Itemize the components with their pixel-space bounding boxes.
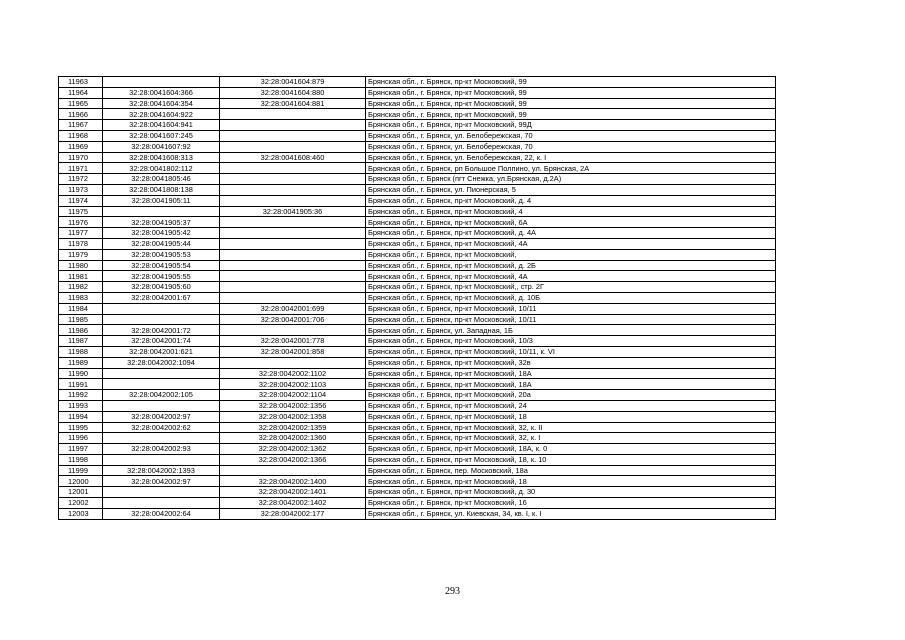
parcel-number-cell: 32:28:0041905:11 xyxy=(103,195,220,206)
parcel-number-cell: 32:28:0042002:93 xyxy=(103,444,220,455)
row-number-cell: 11991 xyxy=(59,379,103,390)
row-number-cell: 11977 xyxy=(59,228,103,239)
row-number-cell: 11965 xyxy=(59,98,103,109)
building-number-cell xyxy=(220,357,366,368)
row-number-cell: 12001 xyxy=(59,487,103,498)
address-cell: Брянская обл., г. Брянск, ул. Белобережская, 70 xyxy=(366,130,776,141)
address-cell: Брянская обл., г. Брянск, пр-кт Московский, 10/11 xyxy=(366,303,776,314)
row-number-cell: 11969 xyxy=(59,141,103,152)
parcel-number-cell: 32:28:0042001:72 xyxy=(103,325,220,336)
row-number-cell: 11982 xyxy=(59,282,103,293)
row-number-cell: 11988 xyxy=(59,346,103,357)
parcel-number-cell: 32:28:0042001:621 xyxy=(103,346,220,357)
table-row xyxy=(59,120,776,131)
parcel-number-cell: 32:28:0041607:92 xyxy=(103,141,220,152)
address-cell: Брянская обл., г. Брянск, пр-кт Московский, 32в xyxy=(366,357,776,368)
building-number-cell: 32:28:0042002:1362 xyxy=(220,444,366,455)
table-row xyxy=(59,400,776,411)
parcel-number-cell: 32:28:0041808:138 xyxy=(103,184,220,195)
address-cell: Брянская обл., г. Брянск, пр-кт Московский, д. 4А xyxy=(366,228,776,239)
row-number-cell: 11970 xyxy=(59,152,103,163)
parcel-number-cell xyxy=(103,314,220,325)
row-number-cell: 11990 xyxy=(59,368,103,379)
page-number: 293 xyxy=(445,586,460,597)
parcel-number-cell: 32:28:0041905:42 xyxy=(103,228,220,239)
parcel-number-cell: 32:28:0041604:366 xyxy=(103,87,220,98)
row-number-cell: 11994 xyxy=(59,411,103,422)
address-cell: Брянская обл., г. Брянск, ул. Белобережская, 22, к. I xyxy=(366,152,776,163)
address-cell: Брянская обл., г. Брянск, пр-кт Московский, 10/11 xyxy=(366,314,776,325)
table-row xyxy=(59,346,776,357)
parcel-number-cell: 32:28:0041604:941 xyxy=(103,120,220,131)
address-cell: Брянская обл., г. Брянск, пр-кт Московский, 16 xyxy=(366,498,776,509)
row-number-cell: 11974 xyxy=(59,195,103,206)
parcel-number-cell: 32:28:0041802:112 xyxy=(103,163,220,174)
parcel-number-cell: 32:28:0041905:37 xyxy=(103,217,220,228)
address-cell: Брянская обл., г. Брянск, пр-кт Московский, 99Д xyxy=(366,120,776,131)
address-cell: Брянская обл., г. Брянск, ул. Пионерская, 5 xyxy=(366,184,776,195)
table-row xyxy=(59,163,776,174)
building-number-cell: 32:28:0042002:1103 xyxy=(220,379,366,390)
address-cell: Брянская обл., г. Брянск, рп Большое Полпино, ул. Брянская, 2А xyxy=(366,163,776,174)
building-number-cell: 32:28:0042002:177 xyxy=(220,508,366,519)
parcel-number-cell: 32:28:0042001:67 xyxy=(103,292,220,303)
row-number-cell: 11964 xyxy=(59,87,103,98)
address-cell: Брянская обл., г. Брянск, пр-кт Московский, д. 30 xyxy=(366,487,776,498)
building-number-cell xyxy=(220,228,366,239)
table-row xyxy=(59,303,776,314)
table-row xyxy=(59,195,776,206)
table-body xyxy=(59,77,776,520)
table-row xyxy=(59,228,776,239)
parcel-number-cell xyxy=(103,368,220,379)
address-cell: Брянская обл., г. Брянск, пр-кт Московский, 99 xyxy=(366,87,776,98)
address-cell: Брянская обл., г. Брянск, пр-кт Московский, 99 xyxy=(366,98,776,109)
row-number-cell: 11998 xyxy=(59,454,103,465)
table-row xyxy=(59,130,776,141)
row-number-cell: 11983 xyxy=(59,292,103,303)
address-cell: Брянская обл., г. Брянск, пр-кт Московский, xyxy=(366,249,776,260)
table-row xyxy=(59,508,776,519)
row-number-cell: 11973 xyxy=(59,184,103,195)
building-number-cell: 32:28:0041905:36 xyxy=(220,206,366,217)
table-row xyxy=(59,454,776,465)
row-number-cell: 12002 xyxy=(59,498,103,509)
building-number-cell: 32:28:0041604:881 xyxy=(220,98,366,109)
address-cell: Брянская обл., г. Брянск, пр-кт Московский, д. 2Б xyxy=(366,260,776,271)
building-number-cell xyxy=(220,217,366,228)
building-number-cell: 32:28:0042002:1366 xyxy=(220,454,366,465)
table-row xyxy=(59,206,776,217)
address-cell: Брянская обл., г. Брянск, пр-кт Московский, 4А xyxy=(366,271,776,282)
address-cell: Брянская обл., г. Брянск (пгт Снежка, ул.Брянская, д.2А) xyxy=(366,174,776,185)
row-number-cell: 11979 xyxy=(59,249,103,260)
building-number-cell: 32:28:0042001:699 xyxy=(220,303,366,314)
row-number-cell: 11971 xyxy=(59,163,103,174)
row-number-cell: 11985 xyxy=(59,314,103,325)
row-number-cell: 11976 xyxy=(59,217,103,228)
parcel-number-cell: 32:28:0042002:64 xyxy=(103,508,220,519)
row-number-cell: 11986 xyxy=(59,325,103,336)
table-row xyxy=(59,379,776,390)
row-number-cell: 11997 xyxy=(59,444,103,455)
parcel-number-cell: 32:28:0042002:97 xyxy=(103,411,220,422)
building-number-cell: 32:28:0042002:1104 xyxy=(220,390,366,401)
parcel-number-cell: 32:28:0041905:55 xyxy=(103,271,220,282)
row-number-cell: 11972 xyxy=(59,174,103,185)
table-row xyxy=(59,325,776,336)
table-row xyxy=(59,184,776,195)
building-number-cell: 32:28:0041608:460 xyxy=(220,152,366,163)
table-row xyxy=(59,433,776,444)
parcel-number-cell: 32:28:0041905:60 xyxy=(103,282,220,293)
table-row xyxy=(59,465,776,476)
table-row xyxy=(59,77,776,88)
parcel-number-cell: 32:28:0042002:1094 xyxy=(103,357,220,368)
table-row xyxy=(59,260,776,271)
table-row xyxy=(59,390,776,401)
address-cell: Брянская обл., г. Брянск, пр-кт Московский, 32, к. I xyxy=(366,433,776,444)
address-cell: Брянская обл., г. Брянск, пр-кт Московский, 18А, к. 0 xyxy=(366,444,776,455)
parcel-number-cell xyxy=(103,433,220,444)
table-row xyxy=(59,314,776,325)
row-number-cell: 11981 xyxy=(59,271,103,282)
parcel-number-cell: 32:28:0042002:1393 xyxy=(103,465,220,476)
table-row xyxy=(59,174,776,185)
building-number-cell xyxy=(220,260,366,271)
building-number-cell: 32:28:0042002:1356 xyxy=(220,400,366,411)
row-number-cell: 11966 xyxy=(59,109,103,120)
table-row xyxy=(59,152,776,163)
row-number-cell: 11980 xyxy=(59,260,103,271)
parcel-number-cell xyxy=(103,487,220,498)
building-number-cell xyxy=(220,249,366,260)
parcel-number-cell: 32:28:0041905:54 xyxy=(103,260,220,271)
table-row xyxy=(59,282,776,293)
row-number-cell: 11993 xyxy=(59,400,103,411)
table-row xyxy=(59,238,776,249)
address-cell: Брянская обл., г. Брянск, пр-кт Московский, 10/11, к. VI xyxy=(366,346,776,357)
address-cell: Брянская обл., г. Брянск, ул. Киевская, 34, кв. I, к. I xyxy=(366,508,776,519)
parcel-number-cell xyxy=(103,206,220,217)
address-cell: Брянская обл., г. Брянск, пр-кт Московский, 99 xyxy=(366,77,776,88)
building-number-cell xyxy=(220,184,366,195)
table-row xyxy=(59,141,776,152)
address-cell: Брянская обл., г. Брянск, пр-кт Московский, д. 4 xyxy=(366,195,776,206)
building-number-cell xyxy=(220,238,366,249)
address-cell: Брянская обл., г. Брянск, пр-кт Московский, 32, к. II xyxy=(366,422,776,433)
table-row xyxy=(59,422,776,433)
parcel-number-cell: 32:28:0042002:97 xyxy=(103,476,220,487)
parcel-number-cell: 32:28:0041905:44 xyxy=(103,238,220,249)
cadastral-table xyxy=(58,76,776,520)
row-number-cell: 11975 xyxy=(59,206,103,217)
table-row xyxy=(59,498,776,509)
row-number-cell: 11978 xyxy=(59,238,103,249)
address-cell: Брянская обл., г. Брянск, ул. Белобережская, 70 xyxy=(366,141,776,152)
address-cell: Брянская обл., г. Брянск, пр-кт Московский, 18А xyxy=(366,368,776,379)
row-number-cell: 12003 xyxy=(59,508,103,519)
address-cell: Брянская обл., г. Брянск, пр-кт Московский, 4 xyxy=(366,206,776,217)
address-cell: Брянская обл., г. Брянск, пр-кт Московский, 24 xyxy=(366,400,776,411)
table-row xyxy=(59,444,776,455)
building-number-cell xyxy=(220,163,366,174)
table-row xyxy=(59,98,776,109)
address-cell: Брянская обл., г. Брянск, пр-кт Московский, 18А xyxy=(366,379,776,390)
address-cell: Брянская обл., г. Брянск, пр-кт Московский, д. 10Б xyxy=(366,292,776,303)
building-number-cell xyxy=(220,109,366,120)
table-row xyxy=(59,271,776,282)
building-number-cell: 32:28:0042002:1402 xyxy=(220,498,366,509)
parcel-number-cell xyxy=(103,77,220,88)
address-cell: Брянская обл., г. Брянск, пр-кт Московский, 6А xyxy=(366,217,776,228)
row-number-cell: 11987 xyxy=(59,336,103,347)
parcel-number-cell: 32:28:0041607:245 xyxy=(103,130,220,141)
address-cell: Брянская обл., г. Брянск, пр-кт Московский, 18 xyxy=(366,411,776,422)
row-number-cell: 11984 xyxy=(59,303,103,314)
building-number-cell xyxy=(220,141,366,152)
address-cell: Брянская обл., г. Брянск, пр-кт Московский, 10/3 xyxy=(366,336,776,347)
address-cell: Брянская обл., г. Брянск, пер. Московский, 18а xyxy=(366,465,776,476)
row-number-cell: 11989 xyxy=(59,357,103,368)
building-number-cell xyxy=(220,271,366,282)
building-number-cell xyxy=(220,130,366,141)
address-cell: Брянская обл., г. Брянск, пр-кт Московский, 4А xyxy=(366,238,776,249)
table-row xyxy=(59,87,776,98)
parcel-number-cell: 32:28:0041608:313 xyxy=(103,152,220,163)
building-number-cell: 32:28:0042002:1401 xyxy=(220,487,366,498)
parcel-number-cell xyxy=(103,454,220,465)
table-row xyxy=(59,487,776,498)
row-number-cell: 11999 xyxy=(59,465,103,476)
building-number-cell xyxy=(220,174,366,185)
building-number-cell: 32:28:0042002:1358 xyxy=(220,411,366,422)
building-number-cell: 32:28:0042002:1102 xyxy=(220,368,366,379)
building-number-cell xyxy=(220,282,366,293)
table-row xyxy=(59,249,776,260)
table-row xyxy=(59,336,776,347)
building-number-cell xyxy=(220,465,366,476)
building-number-cell xyxy=(220,325,366,336)
table-row xyxy=(59,217,776,228)
table-row xyxy=(59,109,776,120)
building-number-cell: 32:28:0042002:1359 xyxy=(220,422,366,433)
parcel-number-cell: 32:28:0041805:46 xyxy=(103,174,220,185)
building-number-cell xyxy=(220,120,366,131)
building-number-cell xyxy=(220,195,366,206)
building-number-cell: 32:28:0042001:858 xyxy=(220,346,366,357)
parcel-number-cell: 32:28:0041905:53 xyxy=(103,249,220,260)
building-number-cell: 32:28:0042002:1360 xyxy=(220,433,366,444)
building-number-cell xyxy=(220,292,366,303)
parcel-number-cell xyxy=(103,379,220,390)
row-number-cell: 11967 xyxy=(59,120,103,131)
row-number-cell: 11963 xyxy=(59,77,103,88)
row-number-cell: 12000 xyxy=(59,476,103,487)
table-row xyxy=(59,476,776,487)
address-cell: Брянская обл., г. Брянск, пр-кт Московский, 18, к. 10 xyxy=(366,454,776,465)
address-cell: Брянская обл., г. Брянск, пр-кт Московский, 20а xyxy=(366,390,776,401)
address-cell: Брянская обл., г. Брянск, пр-кт Московский, 18 xyxy=(366,476,776,487)
row-number-cell: 11996 xyxy=(59,433,103,444)
building-number-cell: 32:28:0041604:880 xyxy=(220,87,366,98)
building-number-cell: 32:28:0042002:1400 xyxy=(220,476,366,487)
building-number-cell: 32:28:0041604:879 xyxy=(220,77,366,88)
table-row xyxy=(59,411,776,422)
row-number-cell: 11995 xyxy=(59,422,103,433)
parcel-number-cell xyxy=(103,498,220,509)
parcel-number-cell: 32:28:0042001:74 xyxy=(103,336,220,347)
table-row xyxy=(59,292,776,303)
parcel-number-cell: 32:28:0041604:922 xyxy=(103,109,220,120)
row-number-cell: 11968 xyxy=(59,130,103,141)
parcel-number-cell xyxy=(103,303,220,314)
row-number-cell: 11992 xyxy=(59,390,103,401)
address-cell: Брянская обл., г. Брянск, пр-кт Московский,, стр. 2Г xyxy=(366,282,776,293)
parcel-number-cell: 32:28:0042002:62 xyxy=(103,422,220,433)
address-cell: Брянская обл., г. Брянск, пр-кт Московский, 99 xyxy=(366,109,776,120)
table-row xyxy=(59,357,776,368)
parcel-number-cell: 32:28:0042002:105 xyxy=(103,390,220,401)
parcel-number-cell: 32:28:0041604:354 xyxy=(103,98,220,109)
address-cell: Брянская обл., г. Брянск, ул. Западная, 1Б xyxy=(366,325,776,336)
table-row xyxy=(59,368,776,379)
building-number-cell: 32:28:0042001:706 xyxy=(220,314,366,325)
parcel-number-cell xyxy=(103,400,220,411)
building-number-cell: 32:28:0042001:778 xyxy=(220,336,366,347)
